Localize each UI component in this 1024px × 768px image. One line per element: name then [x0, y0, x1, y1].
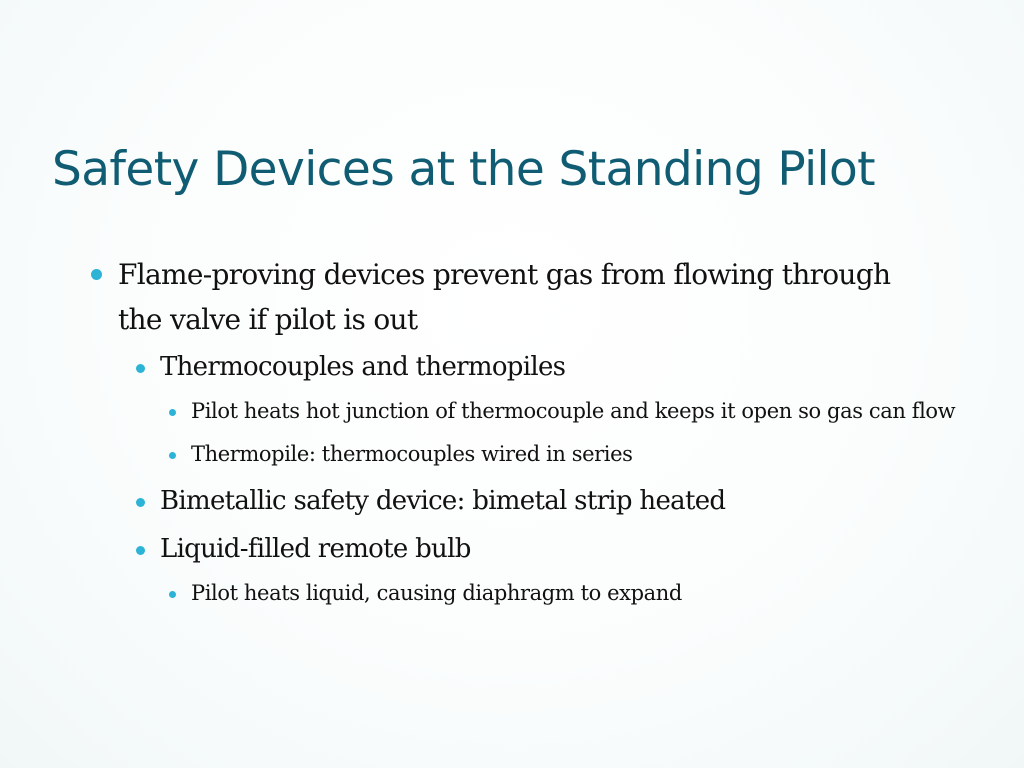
bullet-text: Thermocouples and thermopiles — [160, 352, 566, 382]
bullet-text: Liquid-filled remote bulb — [160, 534, 471, 564]
bullet-item-level-3 — [191, 436, 1001, 472]
bullet-text: Bimetallic safety device: bimetal strip heated — [160, 486, 726, 516]
slide-content — [0, 252, 1024, 618]
bullet-dot-icon — [136, 546, 145, 555]
bullet-dot-icon — [136, 498, 145, 507]
bullet-text: Pilot heats hot junction of thermocouple and keeps it open so gas can flow — [191, 399, 956, 423]
bullet-item-level-3 — [191, 393, 1001, 429]
bullet-item-level-2 — [160, 479, 980, 524]
bullet-item-level-3 — [191, 575, 1001, 611]
bullet-dot-icon — [91, 269, 102, 280]
bullet-dot-icon — [169, 409, 176, 416]
bullet-item-level-2 — [160, 345, 980, 390]
bullet-dot-icon — [136, 364, 145, 373]
bullet-dot-icon — [169, 591, 176, 598]
bullet-item-level-2 — [160, 527, 980, 572]
bullet-dot-icon — [169, 452, 176, 459]
slide-title: Safety Devices at the Standing Pilot — [52, 142, 876, 197]
bullet-text: Thermopile: thermocouples wired in series — [191, 442, 633, 466]
bullet-item-level-1 — [118, 252, 908, 342]
bullet-text: Flame-proving devices prevent gas from flowing through the valve if pilot is out — [118, 258, 891, 336]
bullet-text: Pilot heats liquid, causing diaphragm to expand — [191, 581, 682, 605]
